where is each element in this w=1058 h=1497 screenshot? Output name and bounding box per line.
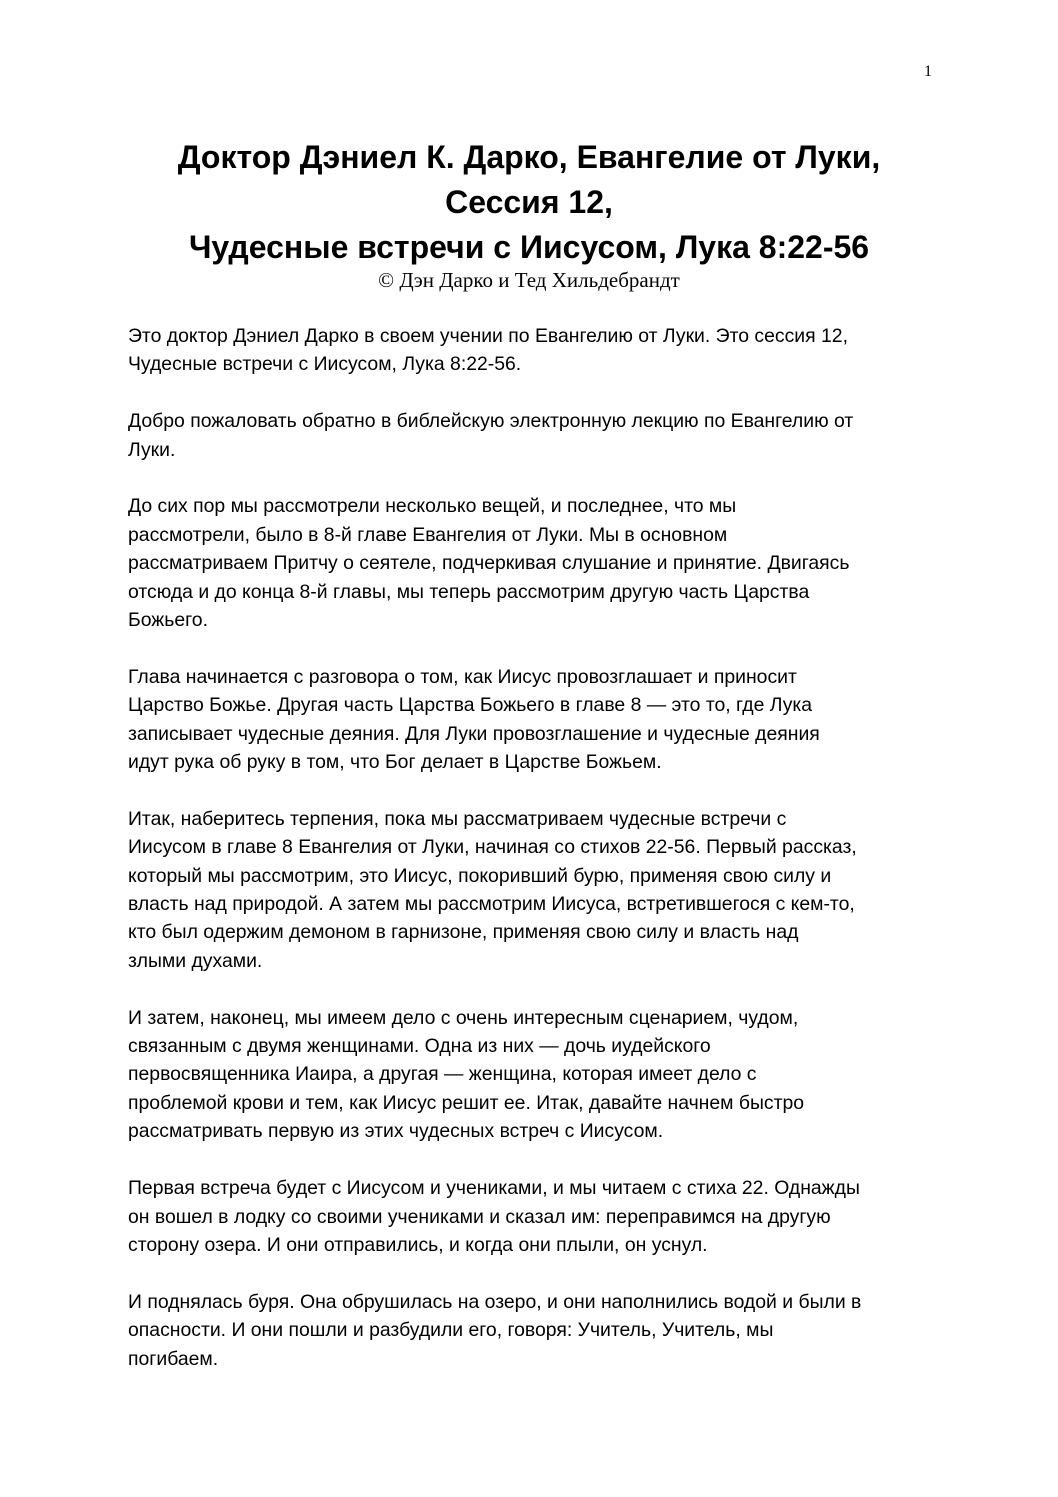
paragraph — [128, 1174, 928, 1259]
paragraph-line: он вошел в лодку со своими учениками и сказал им: переправимся на другую — [128, 1205, 831, 1228]
paragraph-line: Царство Божье. Другая часть Царства Божьего в главе 8 — это то, где Лука — [128, 694, 813, 717]
paragraph — [128, 492, 928, 634]
paragraph-line: рассматриваем Притчу о сеятеле, подчеркивая слушание и принятие. Двигаясь — [128, 552, 850, 575]
paragraph-line: Божьего. — [128, 609, 208, 632]
paragraph-line: Итак, наберитесь терпения, пока мы рассматриваем чудесные встречи с — [128, 807, 787, 830]
paragraph — [128, 663, 928, 777]
paragraph-line: связанным с двумя женщинами. Одна из них — дочь иудейского — [128, 1035, 711, 1058]
title-line-3: Чудесные встречи с Иисусом, Лука 8:22-56 — [188, 229, 870, 265]
title-line-2: Сессия 12, — [445, 184, 613, 220]
paragraph-line: первосвященника Иаира, а другая — женщина, которая имеет дело с — [128, 1063, 757, 1086]
paragraph-line: злыми духами. — [128, 949, 263, 972]
paragraph-line: Луки. — [128, 438, 176, 461]
page-number: 1 — [924, 63, 932, 80]
paragraph-line: Это доктор Дэниел Дарко в своем учении по Евангелию от Луки. Это сессия 12, — [128, 325, 848, 347]
paragraph-line: И поднялась буря. Она обрушилась на озеро, и они наполнились водой и были в — [128, 1290, 862, 1313]
paragraph-line: рассматривать первую из этих чудесных встреч с Иисусом. — [128, 1120, 664, 1143]
paragraph-line: отсюда и до конца 8-й главы, мы теперь рассмотрим другую часть Царства — [128, 580, 810, 603]
copyright-line: © Дэн Дарко и Тед Хильдебрандт — [378, 268, 680, 292]
document-body — [128, 322, 928, 1401]
paragraph-line: До сих пор мы рассмотрели несколько вещей, и последнее, что мы — [128, 495, 737, 518]
paragraph-line: кто был одержим демоном в гарнизоне, применяя свою силу и власть над — [128, 921, 799, 944]
paragraph-line: Добро пожаловать обратно в библейскую электронную лекцию по Евангелию от — [128, 410, 854, 433]
paragraph-line: погибаем. — [128, 1347, 219, 1370]
paragraph-line: Первая встреча будет с Иисусом и учениками, и мы читаем с стиха 22. Однажды — [128, 1177, 860, 1200]
paragraph-line: Чудесные встречи с Иисусом, Лука 8:22-56. — [128, 353, 522, 376]
paragraph-line: опасности. И они пошли и разбудили его, говоря: Учитель, Учитель, мы — [128, 1319, 774, 1342]
paragraph — [128, 322, 928, 379]
paragraph-line: И затем, наконец, мы имеем дело с очень интересным сценарием, чудом, — [128, 1006, 799, 1029]
paragraph-line: идут рука об руку в том, что Бог делает в Царстве Божьем. — [128, 751, 662, 774]
paragraph — [128, 1288, 928, 1373]
paragraph — [128, 805, 928, 975]
paragraph-line: сторону озера. И они отправились, и когда они плыли, он уснул. — [128, 1233, 708, 1256]
paragraph — [128, 1004, 928, 1146]
paragraph-line: Глава начинается с разговора о том, как Иисус провозглашает и приносит — [128, 665, 797, 688]
paragraph-line: который мы рассмотрим, это Иисус, покоривший бурю, применяя свою силу и — [128, 864, 832, 887]
title-line-1: Доктор Дэниел К. Дарко, Евангелие от Луки, — [177, 139, 881, 175]
paragraph-line: проблемой крови и тем, как Иисус решит ее. Итак, давайте начнем быстро — [128, 1091, 805, 1114]
document-title — [0, 135, 1058, 270]
paragraph-line: рассмотрели, было в 8-й главе Евангелия от Луки. Мы в основном — [128, 523, 728, 546]
paragraph-line: Иисусом в главе 8 Евангелия от Луки, начиная со стихов 22-56. Первый рассказ, — [128, 836, 857, 859]
paragraph-line: записывает чудесные деяния. Для Луки провозглашение и чудесные деяния — [128, 722, 820, 745]
paragraph-line: власть над природой. А затем мы рассмотрим Иисуса, встретившегося с кем-то, — [128, 893, 855, 916]
paragraph — [128, 407, 928, 464]
